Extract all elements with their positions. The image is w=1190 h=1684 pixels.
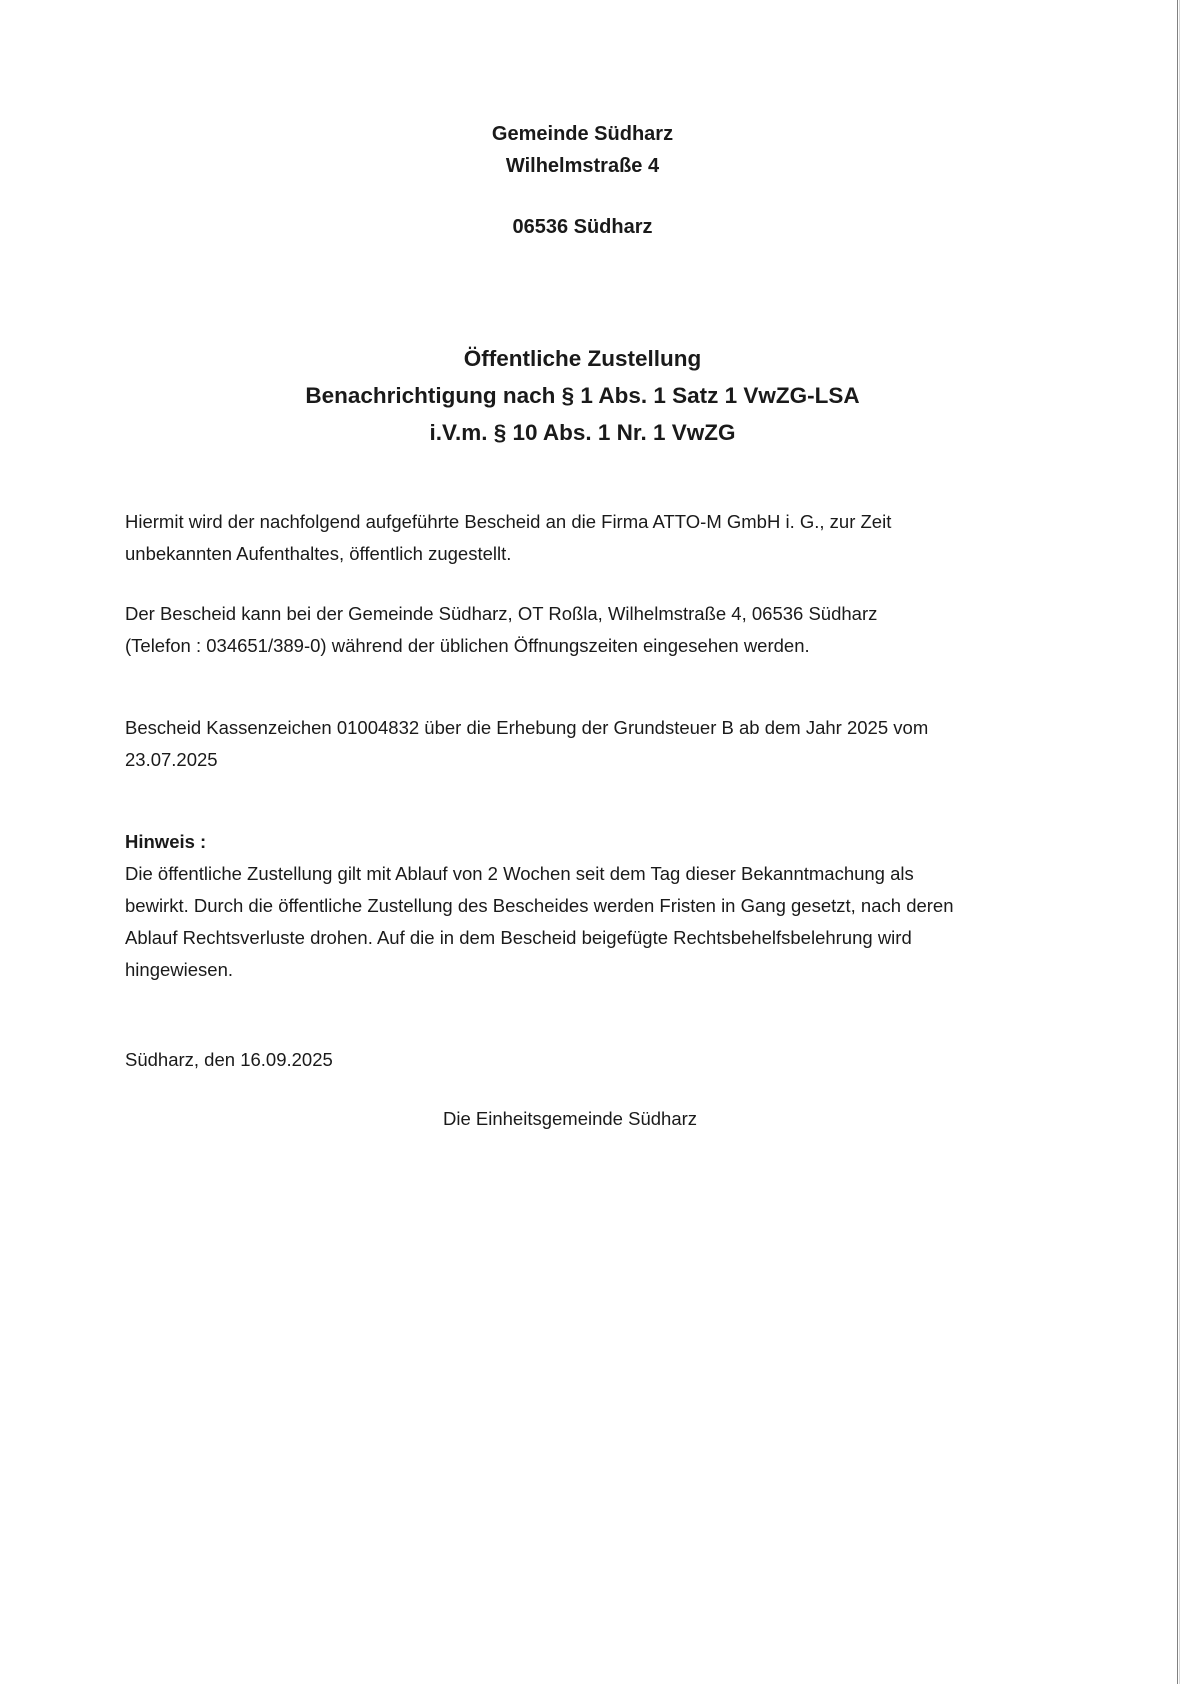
notice-subtitle-legal-basis: Benachrichtigung nach § 1 Abs. 1 Satz 1 VwZG-LSA	[305, 383, 860, 408]
signature-line: Die Einheitsgemeinde Südharz	[443, 1108, 698, 1129]
authority-postcode-city: 06536 Südharz	[512, 216, 653, 238]
text-line: Ablauf Rechtsverluste drohen. Auf die in dem Bescheid beigefügte Rechtsbehelfsbelehrung wird	[125, 927, 912, 948]
authority-street: Wilhelmstraße 4	[505, 155, 660, 177]
paragraph-notice-reference	[125, 712, 1055, 776]
notice-title: Öffentliche Zustellung	[463, 346, 702, 371]
paragraph-delivery-notice	[125, 506, 1055, 570]
text-line: hingewiesen.	[125, 959, 233, 980]
notice-title-block	[0, 340, 1165, 451]
authority-address-header	[0, 118, 1165, 243]
notice-subtitle-legal-reference: i.V.m. § 10 Abs. 1 Nr. 1 VwZG	[429, 420, 736, 445]
text-line: Hiermit wird der nachfolgend aufgeführte Bescheid an die Firma ATTO-M GmbH i. G., zur Zeit	[125, 511, 892, 532]
scan-edge-line-faint	[1179, 0, 1180, 1684]
paragraph-inspection-info	[125, 598, 1055, 662]
text-line: Bescheid Kassenzeichen 01004832 über die Erhebung der Grundsteuer B ab dem Jahr 2025 vom	[125, 717, 929, 738]
text-line: (Telefon : 034651/389-0) während der üblichen Öffnungszeiten eingesehen werden.	[125, 635, 810, 656]
text-line: bewirkt. Durch die öffentliche Zustellung des Bescheides werden Fristen in Gang gesetzt, nach deren	[125, 895, 954, 916]
text-line: unbekannten Aufenthaltes, öffentlich zugestellt.	[125, 543, 512, 564]
text-line: Die öffentliche Zustellung gilt mit Ablauf von 2 Wochen seit dem Tag dieser Bekanntmachung als	[125, 863, 914, 884]
scan-edge-line	[1177, 0, 1178, 1684]
paragraph-hint	[125, 858, 1055, 986]
text-line: 23.07.2025	[125, 749, 218, 770]
text-line: Der Bescheid kann bei der Gemeinde Südharz, OT Roßla, Wilhelmstraße 4, 06536 Südharz	[125, 603, 878, 624]
hint-label: Hinweis :	[125, 831, 207, 852]
place-and-date: Südharz, den 16.09.2025	[125, 1049, 333, 1070]
authority-name: Gemeinde Südharz	[491, 123, 674, 145]
